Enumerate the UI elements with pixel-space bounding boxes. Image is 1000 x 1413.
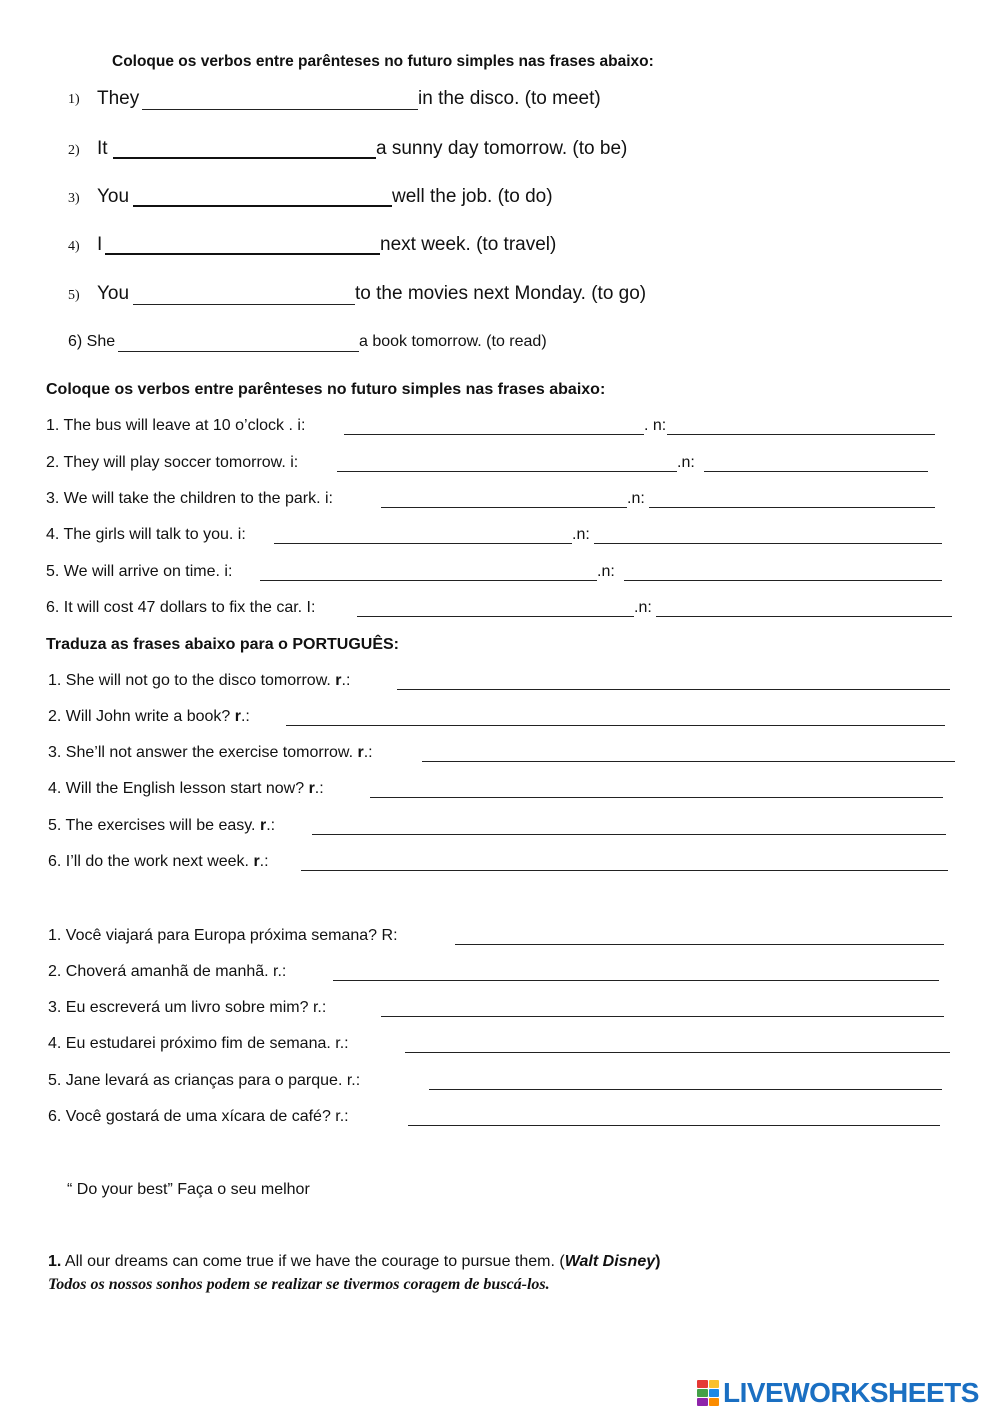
affirmative-blank[interactable] [357,616,634,617]
translation-blank[interactable] [422,761,955,762]
item-row [48,817,275,835]
item-mid: .n: [634,599,652,616]
answer-blank[interactable] [113,157,376,159]
item-number: 4) [68,239,80,254]
item-text: 5. Jane levará as crianças para o parque. r.: [48,1072,361,1089]
item-subject: I [97,234,103,255]
quote-close: ) [655,1253,661,1270]
translation-blank[interactable] [397,689,950,690]
item-text: 3. She’ll not answer the exercise tomorrow. [48,744,358,761]
item-marker: r [234,708,241,725]
translation-blank[interactable] [408,1125,940,1126]
item-text: 1. Você viajará para Europa próxima semana? R: [48,927,398,944]
section3-title: Traduza as frases abaixo para o PORTUGUÊS: [46,636,400,653]
motto: “ Do your best” Faça o seu melhor [67,1181,310,1198]
item-row [48,744,373,762]
item-text: 4. Will the English lesson start now? [48,780,309,797]
item-mid: .n: [572,526,590,543]
answer-blank[interactable] [133,304,355,305]
item-mid: .n: [677,454,695,471]
item-text: 3. We will take the children to the park. i: [46,490,333,507]
answer-blank[interactable] [118,351,359,352]
translation-blank[interactable] [312,834,946,835]
item-marker: r [253,853,260,870]
item-text: 4. Eu estudarei próximo fim de semana. r.: [48,1035,349,1052]
item-marker: r [357,744,364,761]
negative-blank[interactable] [594,543,942,544]
logo-mark-cell [697,1380,708,1388]
affirmative-blank[interactable] [381,507,627,508]
section1-title: Coloque os verbos entre parênteses no futuro simples nas frases abaixo: [112,53,654,70]
affirmative-blank[interactable] [337,471,677,472]
item-row [48,708,250,726]
quote-english [48,1253,660,1271]
item-row [48,672,350,690]
section2-title: Coloque os verbos entre parênteses no futuro simples nas frases abaixo: [46,381,606,398]
item-text: 4. The girls will talk to you. i: [46,526,246,543]
item-number: 5) [68,288,80,303]
item-suffix: .: [240,708,250,725]
negative-blank[interactable] [704,471,928,472]
translation-blank[interactable] [301,870,948,871]
item-subject: You [97,186,130,207]
translation-blank[interactable] [370,797,943,798]
translation-blank[interactable] [405,1052,950,1053]
liveworksheets-logo [697,1377,979,1409]
item-suffix: .: [314,780,324,797]
item-text: 1. The bus will leave at 10 o’clock . i: [46,417,306,434]
item-row [48,853,269,871]
item-suffix: .: [259,853,269,870]
item-suffix: .: [266,817,276,834]
translation-blank[interactable] [286,725,945,726]
quote-number: 1. [48,1253,62,1270]
item-text: 5. The exercises will be easy. [48,817,260,834]
logo-mark-cell [709,1380,720,1388]
answer-blank[interactable] [142,109,418,110]
item-text: 5. We will arrive on time. i: [46,563,233,580]
item-text: 3. Eu escreverá um livro sobre mim? r.: [48,999,327,1016]
item-mid: .n: [597,563,615,580]
item-rest: a sunny day tomorrow. (to be) [376,138,628,159]
item-text: 2. They will play soccer tomorrow. i: [46,454,299,471]
item-text: 2. Choverá amanhã de manhã. r.: [48,963,287,980]
answer-blank[interactable] [105,253,380,255]
affirmative-blank[interactable] [274,543,572,544]
item-text: 6. It will cost 47 dollars to fix the car. I: [46,599,316,616]
translation-blank[interactable] [429,1089,942,1090]
answer-blank[interactable] [133,205,392,207]
item-rest: next week. (to travel) [380,234,557,255]
logo-mark-cell [709,1398,720,1406]
item-subject: They [97,88,140,109]
item-number: 6) She [68,333,116,350]
logo-mark-icon [697,1380,719,1406]
item-text: 6. I’ll do the work next week. [48,853,254,870]
logo-mark-cell [697,1398,708,1406]
item-text: 2. Will John write a book? [48,708,235,725]
item-marker: r [259,817,267,834]
item-suffix: .: [363,744,373,761]
logo-text: LIVEWORKSHEETS [723,1377,979,1408]
item-number: 2) [68,143,80,158]
affirmative-blank[interactable] [260,580,597,581]
item-rest: in the disco. (to meet) [418,88,601,109]
item-rest: to the movies next Monday. (to go) [355,283,647,304]
item-row [48,780,324,798]
quote-portuguese: Todos os nossos sonhos podem se realizar se tivermos coragem de buscá-los. [48,1276,550,1293]
item-mid: . n: [644,417,667,434]
item-rest: a book tomorrow. (to read) [359,333,547,350]
item-number: 3) [68,191,80,206]
item-subject: It [97,138,108,159]
negative-blank[interactable] [649,507,935,508]
item-rest: well the job. (to do) [392,186,553,207]
translation-blank[interactable] [333,980,939,981]
negative-blank[interactable] [656,616,952,617]
item-number: 1) [68,92,80,107]
item-marker: r [308,780,315,797]
negative-blank[interactable] [624,580,942,581]
item-subject: You [97,283,130,304]
quote-english-text: All our dreams can come true if we have the courage to pursue them. ( [61,1253,565,1270]
item-text: 6. Você gostará de uma xícara de café? r.: [48,1108,349,1125]
logo-mark-cell [697,1389,708,1397]
item-suffix: .: [341,672,351,689]
negative-blank[interactable] [667,434,935,435]
item-text: 1. She will not go to the disco tomorrow. [48,672,336,689]
quote-author: Walt Disney [564,1253,656,1270]
translation-blank[interactable] [455,944,944,945]
item-marker: r [335,672,342,689]
translation-blank[interactable] [381,1016,944,1017]
affirmative-blank[interactable] [344,434,644,435]
logo-mark-cell [709,1389,720,1397]
item-mid: .n: [627,490,645,507]
